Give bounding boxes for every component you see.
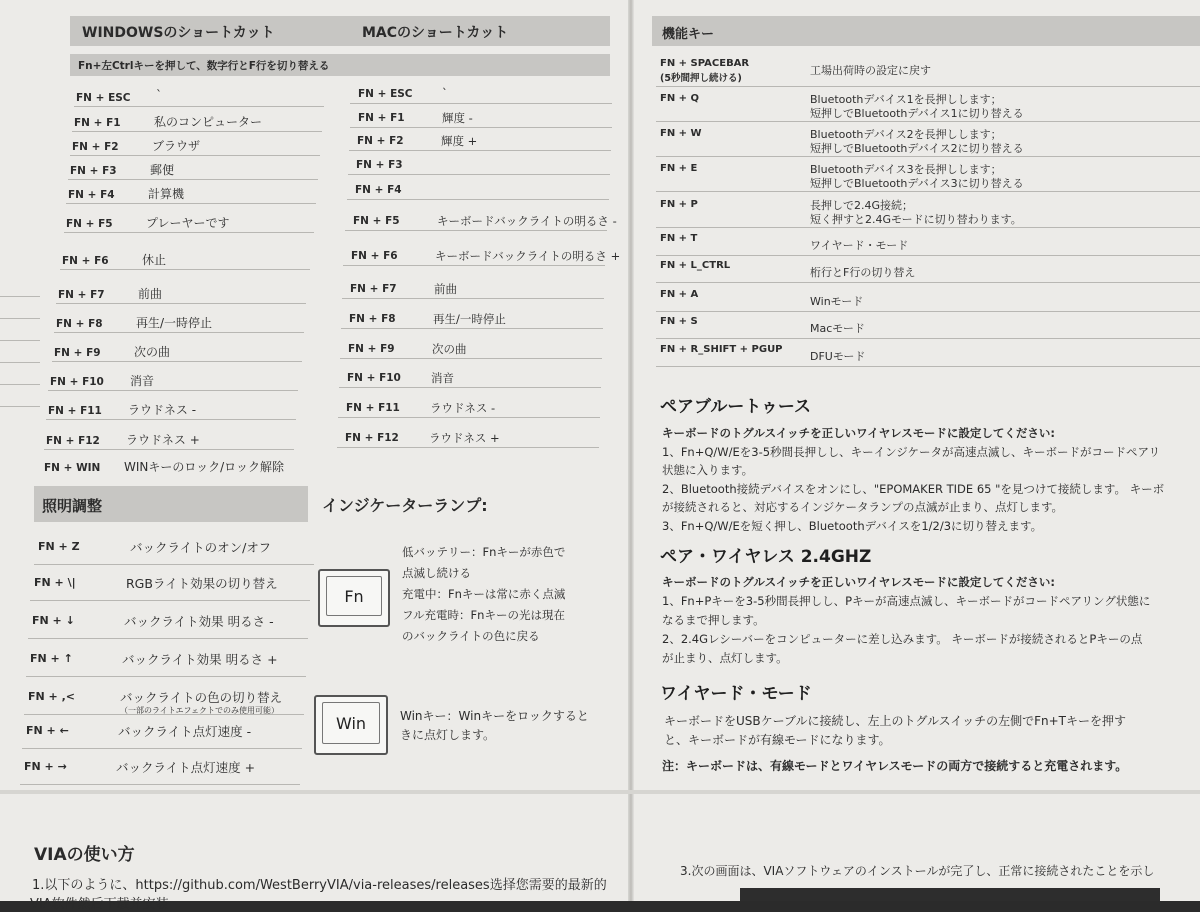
shortcut-key: FN + WIN	[44, 462, 101, 474]
shortcut-key: FN + F5	[353, 215, 400, 227]
shortcut-key: FN + F5	[66, 218, 113, 230]
function-action-2: 短押しでBluetoothデバイス3に切り替える	[810, 177, 1024, 190]
shortcut-key: FN + F1	[358, 112, 405, 124]
row-divider	[56, 303, 306, 304]
bt-line: 1、Fn+Q/W/Eを3-5秒間長押しし、キーインジケータが高速点滅し、キーボードがコードペアリ	[662, 444, 1161, 459]
lighting-action: バックライトのオン/オフ	[130, 540, 271, 555]
lighting-action: バックライト効果 明るさ -	[124, 614, 274, 629]
shortcut-action: 再生/一時停止	[433, 312, 506, 326]
row-divider	[74, 106, 324, 107]
shortcut-action: 私のコンピューター	[154, 115, 263, 129]
charging-note: 注：キーボードは、有線モードとワイヤレスモードの両方で接続すると充電されます。	[662, 759, 1128, 773]
shortcut-key: FN + F10	[50, 376, 104, 388]
function-keys-title: 機能キー	[662, 27, 715, 42]
function-action-2: 短押しでBluetoothデバイス1に切り替える	[810, 107, 1024, 120]
function-action: Bluetoothデバイス2を長押しします；	[810, 128, 1002, 141]
row-divider	[22, 748, 302, 749]
shortcut-key: FN + F3	[356, 159, 403, 171]
wl-line: が止まり、点灯します。	[662, 651, 788, 665]
row-divider	[342, 298, 604, 299]
shortcut-key: FN + F11	[48, 405, 102, 417]
row-divider	[656, 338, 1200, 339]
function-action: 工場出荷時の設定に戻す	[810, 64, 931, 77]
lighting-key: FN + ↓	[32, 614, 75, 627]
wired-mode-title: ワイヤード・モード	[660, 684, 812, 704]
row-divider	[339, 387, 601, 388]
shortcut-key: FN + F8	[349, 313, 396, 325]
fn-desc-line: のバックライトの色に戻る	[402, 629, 540, 643]
shortcut-action: 休止	[142, 253, 167, 267]
row-divider	[349, 150, 611, 151]
shortcut-action: 次の曲	[134, 345, 171, 359]
function-action-2: 短く押すと2.4Gモードに切り替わります。	[810, 213, 1022, 226]
via-line-1: 1.以下のように、https://github.com/WestBerryVIA/via-releases/releases选择您需要的最新的	[32, 878, 607, 893]
bt-line: が接続されると、対応するインジケータランプの点滅が止まり、点灯します。	[662, 500, 1064, 514]
shortcut-action: ラウドネス +	[126, 433, 200, 447]
wl-line: なるまで押します。	[662, 613, 765, 627]
shortcut-action: WINキーのロック/ロック解除	[124, 460, 284, 474]
row-divider	[656, 121, 1200, 122]
function-action: Bluetoothデバイス3を長押しします；	[810, 163, 1002, 176]
row-divider	[72, 131, 322, 132]
win-desc-line: Winキー：Winキーをロックすると	[400, 709, 589, 723]
shortcut-action: 次の曲	[432, 342, 467, 356]
lighting-key: FN + →	[24, 760, 67, 773]
shortcut-action: 消音	[431, 371, 454, 385]
lighting-note: （一部のライトエフェクトでのみ使用可能）	[120, 706, 280, 715]
shortcut-action: 輝度 +	[441, 134, 478, 148]
function-key: FN + Q	[660, 93, 700, 104]
shortcut-action: 輝度 -	[442, 111, 473, 125]
shortcut-key: FN + F12	[46, 435, 100, 447]
function-keys-header-bar	[652, 16, 1200, 46]
lighting-key: FN + ,<	[28, 690, 75, 703]
row-divider	[20, 784, 300, 785]
bt-line: 2、Bluetooth接続デバイスをオンにし、"EPOMAKER TIDE 65 "を見つけて接続します。 キーボ	[662, 481, 1165, 496]
bluetooth-pairing-title: ペアブルートゥース	[660, 397, 812, 417]
row-divider	[350, 127, 612, 128]
function-action: Winモード	[810, 295, 864, 308]
function-key: FN + R_SHIFT + PGUP	[660, 344, 783, 355]
wl-line: 1、Fn+Pキーを3-5秒間長押しし、Pキーが高速点滅し、キーボードがコードペアリング状態に	[662, 594, 1151, 608]
function-action: Bluetoothデバイス1を長押しします；	[810, 93, 1002, 106]
row-divider	[341, 328, 603, 329]
row-divider	[348, 174, 610, 175]
shortcut-action: 再生/一時停止	[136, 316, 213, 330]
row-divider	[70, 155, 320, 156]
function-action: Macモード	[810, 322, 865, 335]
shortcut-key: FN + F6	[351, 250, 398, 262]
lighting-key: FN + Z	[38, 540, 80, 553]
win-key-icon	[314, 695, 388, 755]
shortcut-key: FN + ESC	[358, 88, 413, 100]
row-divider	[30, 600, 310, 601]
function-key: FN + A	[660, 289, 699, 300]
shortcut-action: 計算機	[148, 187, 185, 201]
row-divider	[656, 156, 1200, 157]
mac-shortcut-title: MACのショートカット	[362, 25, 509, 41]
row-divider	[34, 564, 314, 565]
shortcut-key: FN + F2	[72, 141, 119, 153]
row-divider	[350, 103, 612, 104]
fn-key-icon	[318, 569, 390, 627]
row-divider	[338, 417, 600, 418]
function-key: FN + SPACEBAR	[660, 58, 750, 69]
wired-line: と、キーボードが有線モードになります。	[664, 733, 891, 747]
row-divider	[656, 255, 1200, 256]
function-key-note: (5秒間押し続ける)	[660, 73, 742, 84]
win-desc-line: きに点灯します。	[400, 728, 496, 742]
shortcut-key: FN + F3	[70, 165, 117, 177]
row-divider	[343, 265, 605, 266]
shortcut-key: FN + F2	[357, 135, 404, 147]
shortcut-key: FN + F12	[345, 432, 399, 444]
wired-line: キーボードをUSBケーブルに接続し、左上のトグルスイッチの左側でFn+Tキーを押す	[664, 714, 1127, 728]
shortcut-key: FN + F4	[68, 189, 115, 201]
function-action-2: 短押しでBluetoothデバイス2に切り替える	[810, 142, 1024, 155]
row-divider	[656, 191, 1200, 192]
fn-key-label: Fn	[326, 576, 382, 616]
lighting-key: FN + ↑	[30, 652, 73, 665]
shortcut-key: FN + F7	[350, 283, 397, 295]
shortcut-key: FN + ESC	[76, 92, 131, 104]
fn-note: Fn+左Ctrlキーを押して、数字行とF行を切り替える	[78, 60, 330, 72]
shortcut-key: FN + F10	[347, 372, 401, 384]
shortcut-action: 郵便	[150, 163, 175, 177]
row-divider	[68, 179, 318, 180]
row-divider	[656, 282, 1200, 283]
shortcut-action: 前曲	[138, 287, 163, 301]
lighting-key: FN + \|	[34, 576, 76, 589]
shortcut-key: FN + F7	[58, 289, 105, 301]
windows-shortcut-title: WINDOWSのショートカット	[82, 25, 275, 41]
function-action: DFUモード	[810, 350, 866, 363]
bt-line: 3、Fn+Q/W/Eを短く押し、Bluetoothデバイスを1/2/3に切り替えます。	[662, 518, 1043, 533]
shortcut-action: 前曲	[434, 282, 457, 296]
row-divider	[656, 311, 1200, 312]
row-divider	[64, 232, 314, 233]
row-divider	[26, 676, 306, 677]
row-divider	[656, 366, 1200, 367]
function-key: FN + T	[660, 233, 698, 244]
row-divider	[337, 447, 599, 448]
fn-desc-line: 充電中：Fnキーは常に赤く点滅	[402, 587, 566, 601]
win-key-label: Win	[322, 702, 380, 744]
shortcut-key: FN + F4	[355, 184, 402, 196]
shortcut-key: FN + F6	[62, 255, 109, 267]
bt-line: 状態に入ります。	[662, 463, 754, 477]
row-divider	[656, 227, 1200, 228]
shortcut-key: FN + F11	[346, 402, 400, 414]
lighting-action: バックライト点灯速度 -	[118, 724, 252, 739]
shortcut-action: 消音	[130, 374, 155, 388]
lighting-key: FN + ←	[26, 724, 69, 737]
shortcut-action: ラウドネス -	[430, 401, 496, 415]
row-divider	[48, 390, 298, 391]
horizontal-fold	[0, 790, 1200, 794]
via-title: VIAの使い方	[34, 845, 135, 865]
shortcut-key: FN + F9	[348, 343, 395, 355]
indicator-title: インジケーターランプ:	[322, 496, 488, 515]
function-key: FN + S	[660, 316, 698, 327]
row-divider	[347, 199, 609, 200]
function-key: FN + W	[660, 128, 702, 139]
via-step-3: 3.次の画面は、VIAソフトウェアのインストールが完了し、正常に接続されたことを示し	[680, 864, 1155, 878]
lighting-title: 照明調整	[42, 497, 103, 515]
shortcut-action: ブラウザ	[152, 139, 201, 153]
shortcut-key: FN + F9	[54, 347, 101, 359]
shortcut-key: FN + F1	[74, 117, 121, 129]
shortcut-action: `	[442, 86, 448, 100]
row-divider	[345, 230, 607, 231]
row-divider	[44, 449, 294, 450]
bt-line: キーボードのトグルスイッチを正しいワイヤレスモードに設定してください:	[662, 426, 1055, 440]
function-action: 長押しで2.4G接続；	[810, 199, 914, 212]
shortcut-action: ラウドネス +	[429, 431, 500, 445]
row-divider	[54, 332, 304, 333]
fn-desc-line: フル充電時：Fnキーの光は現在	[402, 608, 565, 622]
lighting-action: RGBライト効果の切り替え	[126, 576, 278, 591]
row-divider	[28, 638, 308, 639]
center-fold	[628, 0, 634, 901]
fn-desc-line: 点滅し続ける	[402, 566, 471, 580]
row-divider	[60, 269, 310, 270]
wl-line: 2、2.4Gレシーバーをコンピューターに差し込みます。 キーボードが接続されるとPキーの点	[662, 632, 1143, 646]
shortcut-action: キーボードバックライトの明るさ +	[435, 249, 621, 263]
lighting-action: バックライトの色の切り替え	[120, 690, 283, 705]
fn-desc-line: 低バッテリー：Fnキーが赤色で	[402, 545, 566, 559]
function-key: FN + L_CTRL	[660, 260, 731, 271]
shortcut-action: プレーヤーです	[146, 216, 230, 230]
function-action: 桁行とF行の切り替え	[810, 266, 916, 279]
function-key: FN + P	[660, 199, 698, 210]
wl-line: キーボードのトグルスイッチを正しいワイヤレスモードに設定してください:	[662, 575, 1055, 589]
wireless-pairing-title: ペア・ワイヤレス 2.4GHZ	[660, 547, 872, 567]
lighting-action: バックライト効果 明るさ +	[122, 652, 278, 667]
lighting-action: バックライト点灯速度 +	[116, 760, 256, 775]
shortcut-key: FN + F8	[56, 318, 103, 330]
via-screenshot-thumbnail	[740, 888, 1160, 901]
function-key: FN + E	[660, 163, 698, 174]
via-line-2: VIA软件然后下载并安装	[30, 897, 169, 912]
shortcut-action: キーボードバックライトの明るさ -	[437, 214, 617, 228]
row-divider	[46, 419, 296, 420]
row-divider	[66, 203, 316, 204]
shortcut-action: `	[156, 88, 162, 102]
shortcut-action: ラウドネス -	[128, 403, 197, 417]
row-divider	[656, 86, 1200, 87]
row-divider	[52, 361, 302, 362]
function-action: ワイヤード・モード	[810, 239, 909, 252]
row-divider	[340, 358, 602, 359]
